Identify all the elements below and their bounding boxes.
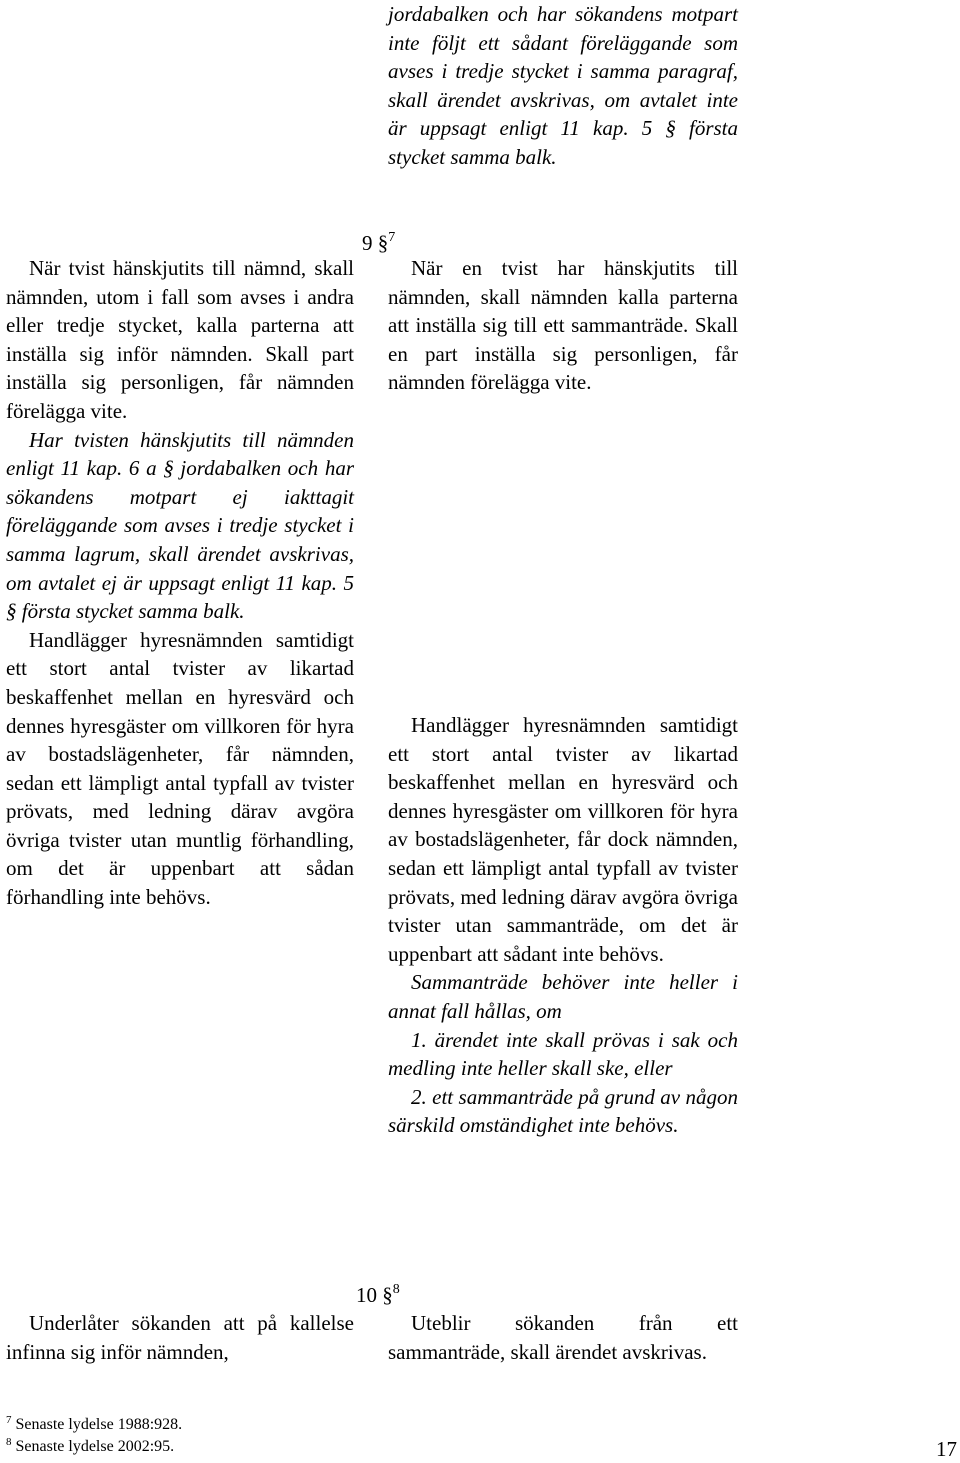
paragraph: När en tvist har hänskjutits till nämnden, skall nämnden kalla parterna att inställa sig till ett sammanträde. Skall en part inställa sig personligen, får nämnden förelägga vite. — [388, 256, 738, 395]
paragraph: När tvist hänskjutits till nämnd, skall nämnden, utom i fall som avses i andra eller tredje stycket, kalla parterna att inställa sig inför nämnden. Skall part inställa sig personligen, får nämnden förelägga vite. — [6, 256, 354, 423]
paragraph: Har tvisten hänskjutits till nämnden enligt 11 kap. 6 a § jordabalken och har sökandens motpart ej iakttagit föreläggande som avses i tredje stycket i samma lagrum, skall ärendet avskrivas, om avtalet ej är uppsagt enligt 11 kap. 5 § första stycket samma balk. — [6, 427, 354, 624]
paragraph: Handlägger hyresnämnden samtidigt ett stort antal tvister av likartad beskaffenhet mellan en hyresvärd och dennes hyresgäster om villkoren för hyra av bostadslägenheter, får nämnden, sedan ett lämpligt antal typfall av tvister prövats, med ledning därav avgöra övriga tvister utan muntlig förhandling, om det är uppenbart att sådan förhandling inte behövs. — [6, 627, 354, 910]
current-text-column — [6, 1309, 354, 1366]
proposed-text-column — [388, 1309, 738, 1366]
list-item: 1. ärendet inte skall prövas i sak och medling inte heller skall ske, eller — [388, 1027, 738, 1081]
paragraph: Uteblir sökanden från ett sammanträde, skall ärendet avskrivas. — [388, 1311, 738, 1364]
footnote-text: Senaste lydelse 2002:95. — [15, 1438, 175, 1455]
paragraph: Underlåter sökanden att på kallelse infinna sig inför nämnden, — [6, 1311, 354, 1364]
continued-paragraph — [388, 0, 738, 172]
footnote-ref-7: 7 — [388, 230, 396, 245]
proposed-text-column — [388, 254, 738, 397]
proposed-text-column-continued — [388, 711, 738, 1140]
footnote — [6, 1438, 174, 1457]
page-number: 17 — [936, 1437, 957, 1461]
footnote-text: Senaste lydelse 1988:928. — [15, 1416, 183, 1433]
paragraph: Sammanträde behöver inte heller i annat fall hållas, om — [388, 970, 738, 1023]
list-item: 2. ett sammanträde på grund av någon särskild omständighet inte behövs. — [388, 1084, 738, 1138]
section-number: 10 § — [356, 1283, 393, 1307]
section-10-heading — [356, 1284, 400, 1310]
footnote-ref-8: 8 — [392, 1282, 400, 1297]
paragraph: Handlägger hyresnämnden samtidigt ett stort antal tvister av likartad beskaffenhet mellan en hyresvärd och dennes hyresgäster om villkoren för hyra av bostadslägenheter, får dock nämnden, sedan ett lämpligt antal typfall av tvister prövats, med ledning därav avgöra övriga tvister utan sammanträde, om det är uppenbart att sådant inte behövs. — [388, 713, 738, 966]
footnote-number: 7 — [6, 1414, 12, 1426]
footnote-number: 8 — [6, 1436, 12, 1448]
footnote — [6, 1416, 182, 1435]
section-number: 9 § — [362, 231, 389, 255]
continued-text: jordabalken och har sökandens motpart inte följt ett sådant föreläggande som avses i tredje stycket i samma paragraf, skall ärendet avskrivas, om avtalet inte är uppsagt enligt 11 kap. 5 § första stycket samma balk. — [388, 2, 738, 169]
current-text-column — [6, 254, 354, 912]
